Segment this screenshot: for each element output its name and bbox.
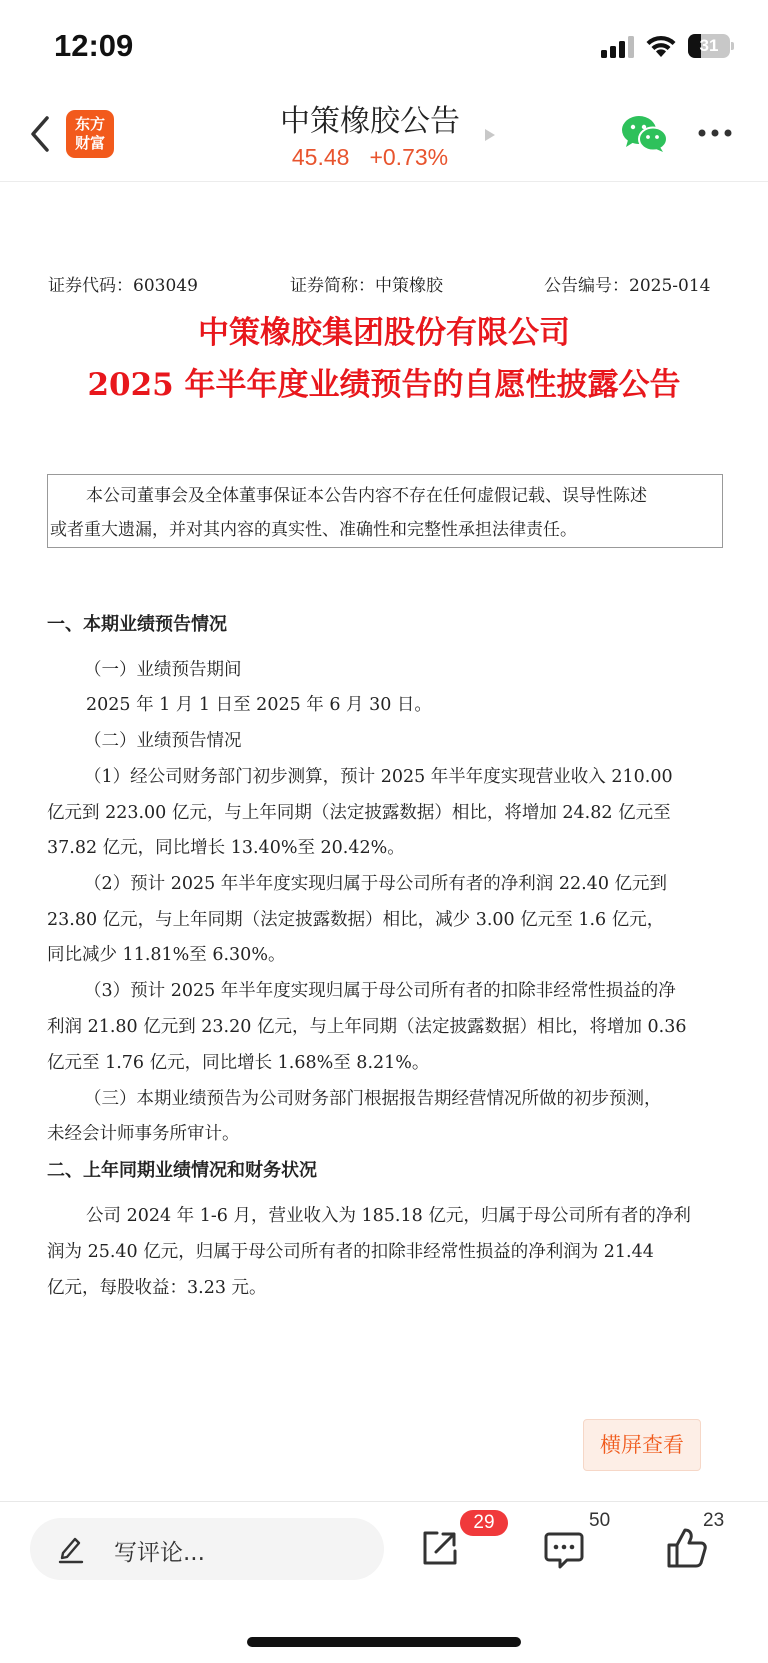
- disclaimer-line1: 本公司董事会及全体董事保证本公告内容不存在任何虚假记载、误导性陈述: [86, 486, 647, 506]
- item1-line3: 37.82 亿元，同比增长 13.40%至 20.42%。: [47, 838, 405, 858]
- item2-line3: 同比减少 11.81%至 6.30%。: [47, 945, 286, 965]
- cellular-signal-icon: [601, 36, 637, 58]
- wifi-icon: [645, 32, 677, 58]
- sub1-text: 2025 年 1 月 1 日至 2025 年 6 月 30 日。: [86, 695, 432, 715]
- section2-line2: 润为 25.40 亿元，归属于母公司所有者的扣除非经常性损益的净利润为 21.44: [47, 1242, 654, 1262]
- item1-line2: 亿元到 223.00 亿元，与上年同期（法定披露数据）相比，将增加 24.82 亿元至: [47, 803, 671, 823]
- comment-placeholder: 写评论...: [114, 1540, 205, 1566]
- back-arrow-icon[interactable]: [26, 112, 56, 156]
- home-indicator: [247, 1637, 521, 1647]
- stock-price: 45.48: [291, 144, 350, 170]
- section1-heading: 一、本期业绩预告情况: [47, 614, 227, 635]
- sub2-heading: （二）业绩预告情况: [84, 731, 242, 751]
- meta-row: [48, 271, 720, 295]
- landscape-view-button[interactable]: 横屏查看: [583, 1419, 701, 1471]
- comment-icon[interactable]: [543, 1530, 585, 1570]
- battery-level-text: 31: [699, 36, 719, 55]
- battery-icon: [688, 34, 734, 58]
- triangle-right-icon[interactable]: [484, 128, 496, 142]
- item3-line1: （3）预计 2025 年半年度实现归属于母公司所有者的扣除非经常性损益的净: [84, 981, 676, 1001]
- comment-input[interactable]: [30, 1518, 384, 1580]
- more-icon[interactable]: [697, 128, 733, 138]
- item2-line1: （2）预计 2025 年半年度实现归属于母公司所有者的净利润 22.40 亿元到: [84, 874, 668, 894]
- pen-icon: [58, 1534, 84, 1564]
- stock-change: +0.73%: [369, 144, 449, 170]
- like-count: 23: [703, 1510, 725, 1531]
- notice-number: 公告编号：2025-014: [544, 276, 711, 296]
- stock-code: 证券代码：603049: [48, 276, 198, 296]
- item3-line2: 利润 21.80 亿元到 23.20 亿元，与上年同期（法定披露数据）相比，将增加 0.36: [47, 1017, 687, 1037]
- item1-line1: （1）经公司财务部门初步测算，预计 2025 年半年度实现营业收入 210.00: [84, 767, 673, 787]
- section2-heading: 二、上年同期业绩情况和财务状况: [47, 1160, 317, 1181]
- disclaimer-box: [47, 474, 723, 548]
- page-title: 中策橡胶公告: [280, 104, 460, 139]
- section2-line1: 公司 2024 年 1-6 月，营业收入为 185.18 亿元，归属于母公司所有者的净利: [86, 1206, 691, 1226]
- sub1-heading: （一）业绩预告期间: [84, 660, 242, 680]
- status-time: 12:09: [54, 28, 134, 63]
- sub3-line1: （三）本期业绩预告为公司财务部门根据报告期经营情况所做的初步预测，: [84, 1089, 662, 1109]
- nav-bar: [0, 92, 768, 182]
- document-title-line1: 中策橡胶集团股份有限公司: [198, 315, 570, 351]
- document-title-line2: 2025 年半年度业绩预告的自愿性披露公告: [87, 367, 681, 403]
- status-bar: [0, 0, 768, 92]
- share-count-badge: 29: [460, 1510, 508, 1536]
- comment-count: 50: [589, 1510, 611, 1531]
- app-logo[interactable]: [66, 110, 114, 158]
- stock-short-name: 证券简称：中策橡胶: [290, 276, 443, 296]
- app-logo-line2: 财富: [74, 134, 105, 152]
- item3-line3: 亿元至 1.76 亿元，同比增长 1.68%至 8.21%。: [47, 1053, 430, 1073]
- thumbs-up-icon[interactable]: [666, 1526, 708, 1570]
- item2-line2: 23.80 亿元，与上年同期（法定披露数据）相比，减少 3.00 亿元至 1.6 亿元，: [47, 910, 665, 930]
- sub3-line2: 未经会计师事务所审计。: [47, 1124, 240, 1144]
- share-icon[interactable]: [420, 1528, 460, 1568]
- app-logo-line1: 东方: [74, 115, 105, 133]
- wechat-icon[interactable]: [620, 114, 668, 154]
- disclaimer-line2: 或者重大遗漏，并对其内容的真实性、准确性和完整性承担法律责任。: [50, 520, 577, 540]
- stock-quote[interactable]: [200, 144, 540, 171]
- section2-line3: 亿元，每股收益：3.23 元。: [47, 1278, 267, 1298]
